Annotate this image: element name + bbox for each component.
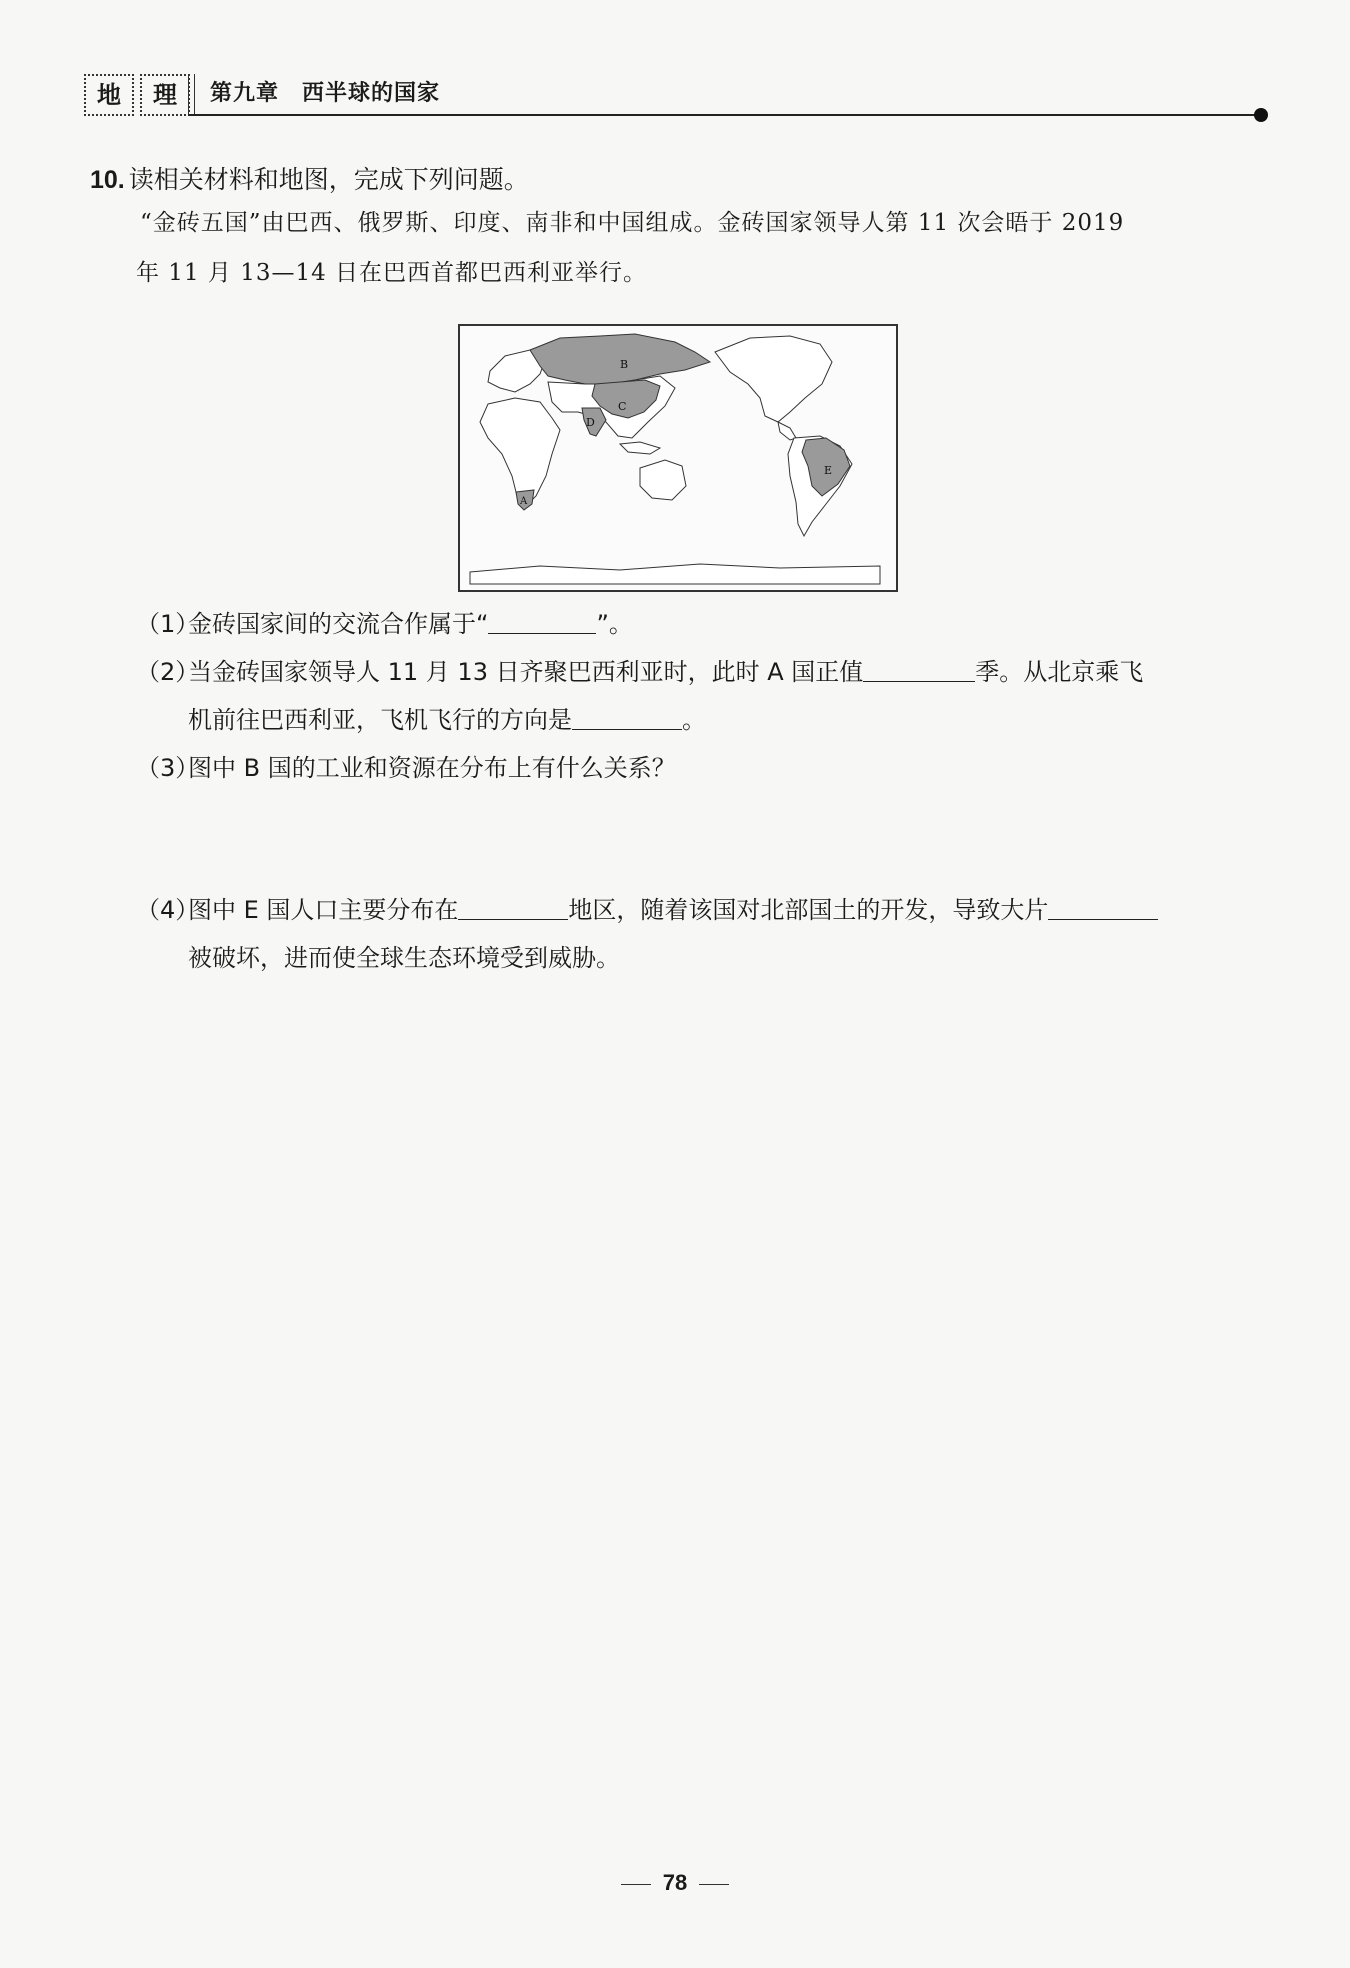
subquestion-3-text: 图中 B 国的工业和资源在分布上有什么关系？	[188, 754, 676, 782]
subquestion-4-text-2: 地区，随着该国对北部国土的开发，导致大片	[568, 896, 1049, 924]
page-number-dash-right	[699, 1884, 729, 1885]
subquestion-4-text-1: 图中 E 国人口主要分布在	[188, 896, 459, 924]
map-label-c: C	[618, 400, 627, 413]
subject-char-2: 理	[140, 74, 190, 116]
subquestion-1-text-end: ”。	[596, 610, 633, 638]
subquestion-2-text-1: 当金砖国家领导人 11 月 13 日齐聚巴西利亚时，此时 A 国正值	[188, 658, 864, 686]
world-map	[458, 324, 898, 592]
subquestion-2-text-4: 。	[682, 706, 706, 734]
subquestion-4-text-3: 被破坏，进而使全球生态环境受到威胁。	[188, 944, 620, 972]
subquestion-4-line-2	[136, 934, 1318, 982]
subquestion-1	[136, 600, 1266, 648]
answer-blank-2a[interactable]	[863, 655, 975, 682]
subquestion-2-text-3: 机前往巴西利亚，飞机飞行的方向是	[188, 706, 572, 734]
page-number-dash-left	[621, 1884, 651, 1885]
material-line-1: “金砖五国”由巴西、俄罗斯、印度、南非和中国组成。金砖国家领导人第 11 次会晤于 2019	[140, 210, 1125, 236]
answer-blank-4a[interactable]	[458, 893, 568, 920]
subquestion-2-text-2: 季。从北京乘飞	[975, 658, 1144, 686]
subject-label	[84, 74, 196, 114]
subquestion-4-number: （4）	[136, 896, 200, 924]
map-label-d: D	[586, 416, 595, 429]
chapter-title: 第九章 西半球的国家	[210, 81, 441, 106]
subquestion-2-line-2	[136, 696, 1318, 744]
page-header	[84, 74, 1272, 120]
answer-blank-1[interactable]	[488, 607, 596, 634]
subquestion-3-number: （3）	[136, 754, 200, 782]
header-rule	[188, 114, 1258, 116]
subquestion-1-number: （1）	[136, 610, 200, 638]
page-number	[0, 1870, 1350, 1896]
subquestion-4	[136, 886, 1266, 934]
header-rule-dot	[1254, 108, 1268, 122]
subquestion-2-number: （2）	[136, 658, 200, 686]
answer-blank-2b[interactable]	[572, 703, 682, 730]
material-line-2: 年 11 月 13—14 日在巴西首都巴西利亚举行。	[136, 260, 648, 286]
header-divider	[188, 74, 195, 116]
map-label-a: A	[520, 496, 528, 507]
page-number-text: 78	[662, 1870, 688, 1895]
map-label-e: E	[824, 464, 833, 477]
antarctica-shape	[470, 564, 880, 584]
world-map-svg	[460, 326, 896, 590]
answer-blank-4b[interactable]	[1048, 893, 1158, 920]
map-label-b: B	[620, 358, 629, 371]
subquestion-3	[136, 744, 1266, 792]
subquestion-2	[136, 648, 1266, 696]
question-title	[90, 160, 529, 196]
question-title-text: 读相关材料和地图，完成下列问题。	[128, 165, 529, 194]
question-number: 10.	[90, 166, 125, 194]
subject-char-1: 地	[84, 74, 134, 116]
subquestion-1-text: 金砖国家间的交流合作属于“	[188, 610, 489, 638]
